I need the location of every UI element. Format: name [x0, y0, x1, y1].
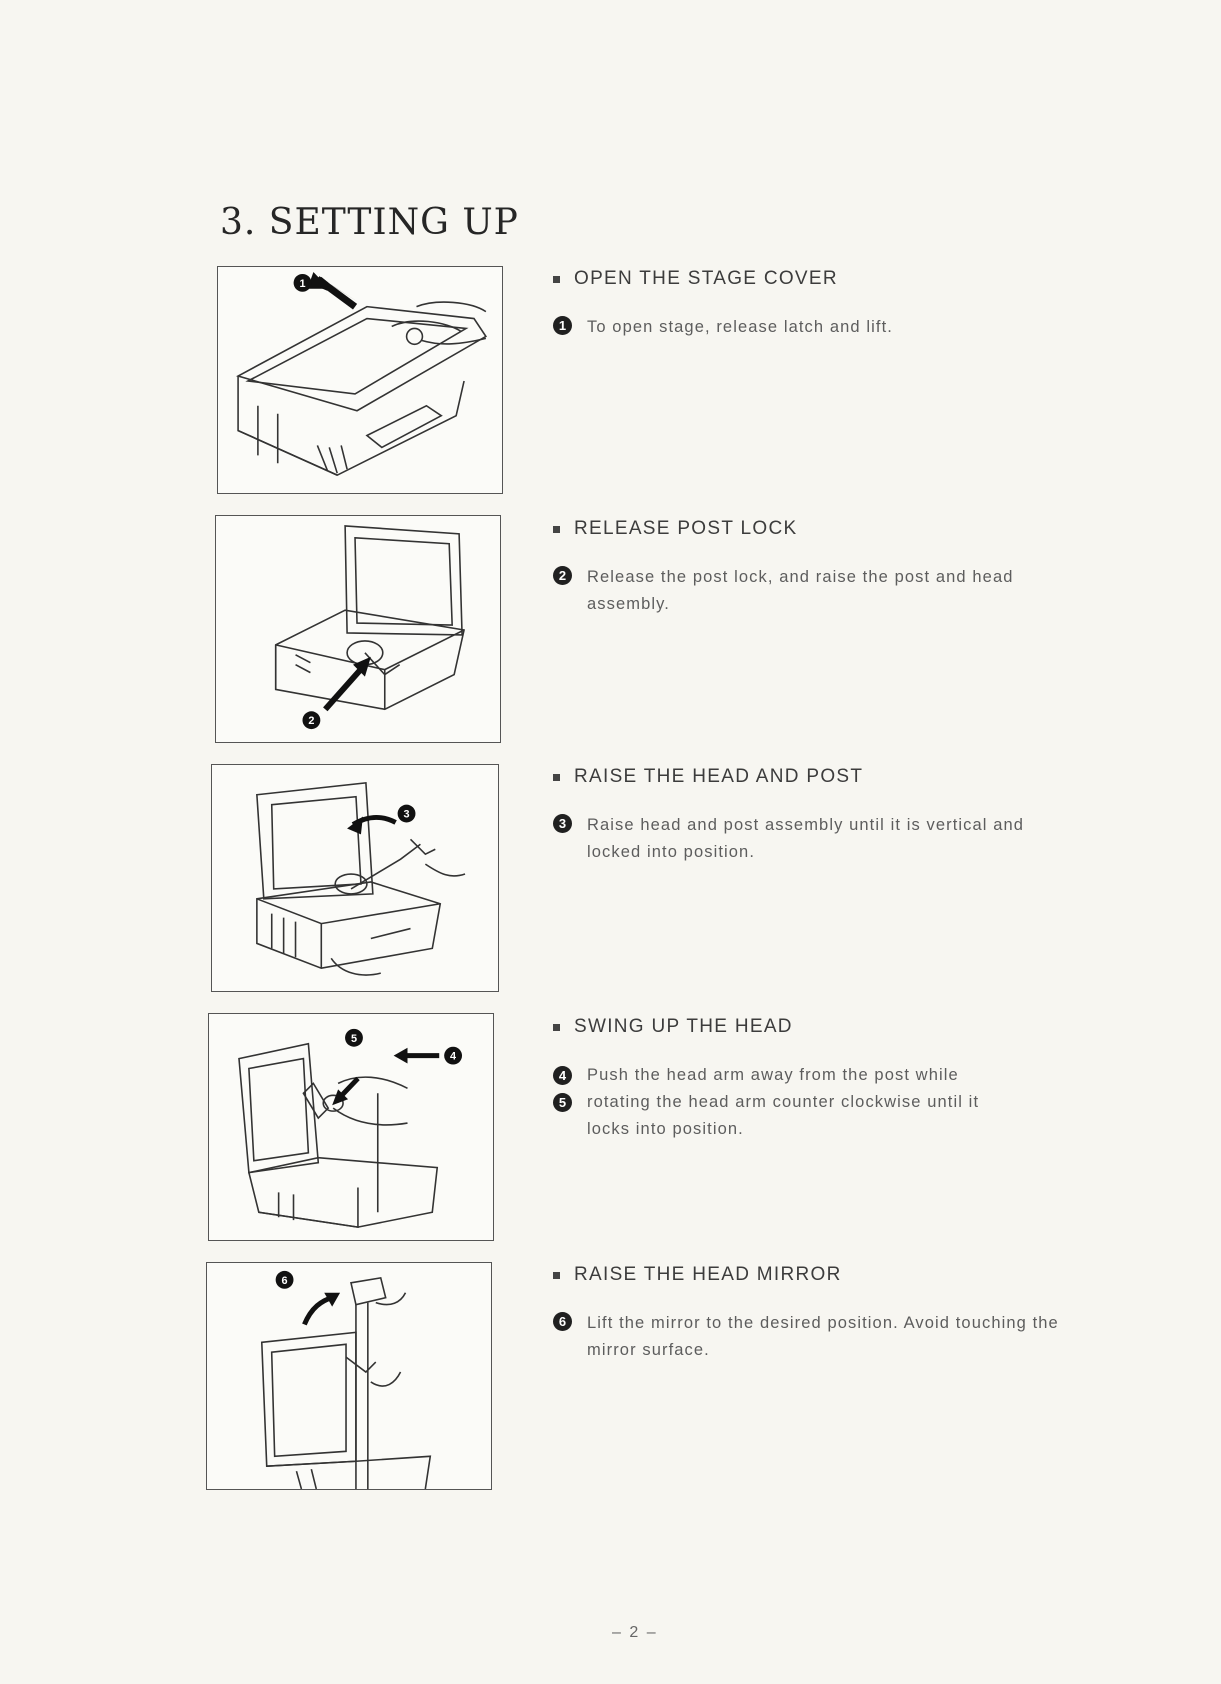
- illustration-raise-head-mirror: [206, 1262, 492, 1490]
- projector-stage-cover-open-illustration: [218, 267, 502, 493]
- step-text: Push the head arm away from the post while: [587, 1066, 959, 1084]
- section-raise-head-and-post: [553, 766, 1073, 866]
- step-item: [553, 1089, 1073, 1116]
- section-heading-text: RAISE THE HEAD AND POST: [574, 766, 864, 787]
- step-number-badge: 1: [553, 316, 572, 335]
- illustration-badge: 5: [350, 1032, 358, 1045]
- section-swing-up-the-head: [553, 1016, 1073, 1143]
- step-group: [553, 1062, 1073, 1143]
- step-item: [553, 314, 1073, 341]
- step-number-badge: 3: [553, 814, 572, 833]
- section-raise-head-mirror: [553, 1264, 1073, 1364]
- projector-swing-head-illustration: [209, 1014, 493, 1240]
- section-heading-text: SWING UP THE HEAD: [574, 1016, 793, 1037]
- step-item: [553, 812, 1073, 866]
- illustration-badge: 4: [450, 1050, 457, 1063]
- step-number-badge: 4: [553, 1066, 572, 1085]
- section-release-post-lock: [553, 518, 1073, 618]
- step-number-badge: 6: [553, 1312, 572, 1331]
- section-heading: [553, 766, 1073, 788]
- step-text: Lift the mirror to the desired position. Avoid touching the mirror surface.: [587, 1314, 1059, 1359]
- illustration-release-post-lock: [215, 515, 501, 743]
- illustration-badge: 2: [308, 715, 315, 728]
- bullet-icon: [553, 276, 560, 283]
- bullet-icon: [553, 774, 560, 781]
- illustration-open-stage-cover: [217, 266, 503, 494]
- illustration-raise-head-post: [211, 764, 499, 992]
- bullet-icon: [553, 1024, 560, 1031]
- projector-post-lock-release-illustration: [216, 516, 500, 742]
- page-title: 3. SETTING UP: [220, 202, 519, 243]
- step-text: Release the post lock, and raise the post and head assembly.: [587, 568, 1014, 613]
- bullet-icon: [553, 1272, 560, 1279]
- section-heading: [553, 1264, 1073, 1286]
- section-heading: [553, 1016, 1073, 1038]
- step-number-badge: 5: [553, 1093, 572, 1112]
- step-continuation: [553, 1116, 1073, 1143]
- illustration-swing-head: [208, 1013, 494, 1241]
- page-number: – 2 –: [612, 1624, 658, 1641]
- projector-raise-mirror-illustration: [207, 1263, 491, 1489]
- step-item: [553, 564, 1073, 618]
- illustration-badge: 1: [299, 277, 306, 290]
- section-open-stage-cover: [553, 268, 1073, 341]
- section-heading-text: RAISE THE HEAD MIRROR: [574, 1264, 842, 1285]
- projector-raise-head-post-illustration: [212, 765, 498, 991]
- section-heading-text: RELEASE POST LOCK: [574, 518, 798, 539]
- step-number-badge: 2: [553, 566, 572, 585]
- section-heading: [553, 268, 1073, 290]
- step-text: locks into position.: [587, 1120, 744, 1138]
- step-text: Raise head and post assembly until it is vertical and locked into position.: [587, 816, 1025, 861]
- section-heading-text: OPEN THE STAGE COVER: [574, 268, 838, 289]
- section-heading: [553, 518, 1073, 540]
- bullet-icon: [553, 526, 560, 533]
- illustration-badge: 6: [281, 1274, 288, 1287]
- step-item: [553, 1062, 1073, 1089]
- step-text: rotating the head arm counter clockwise until it: [587, 1093, 980, 1111]
- illustration-badge: 3: [403, 808, 410, 821]
- step-item: [553, 1310, 1073, 1364]
- step-text: To open stage, release latch and lift.: [587, 318, 893, 336]
